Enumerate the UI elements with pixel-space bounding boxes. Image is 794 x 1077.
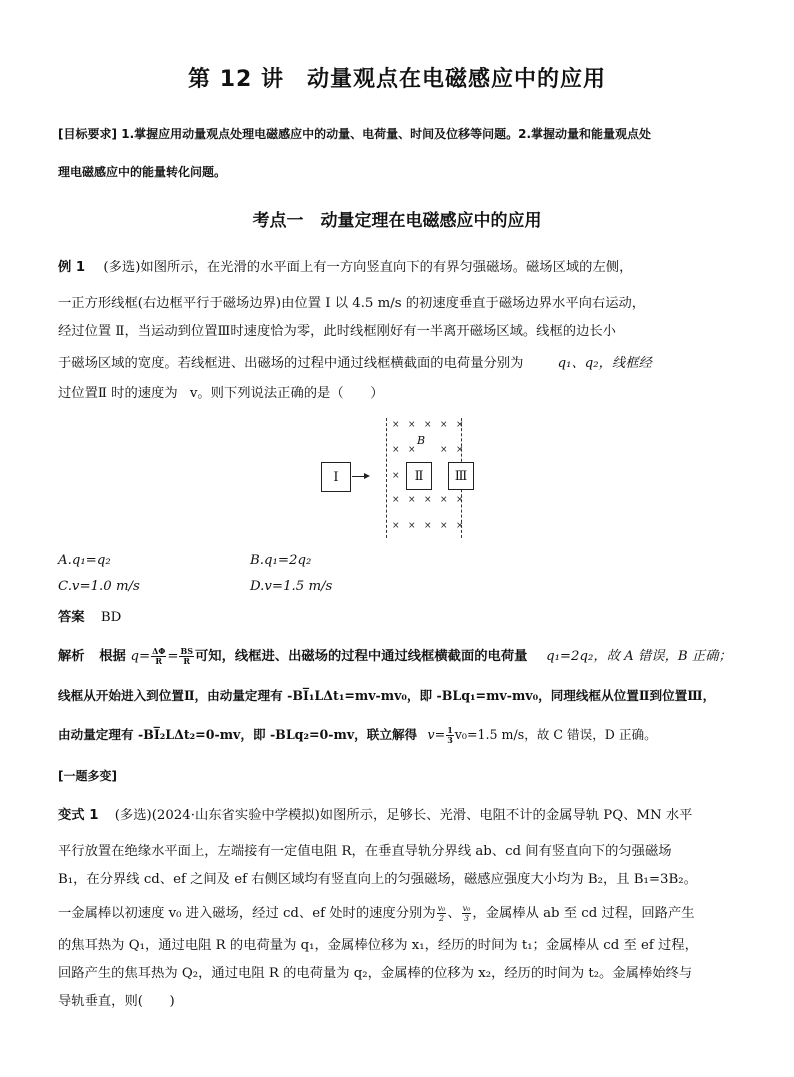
analysis-text: v=: [427, 727, 446, 742]
position-3-label: Ⅲ: [454, 468, 468, 484]
example-text: (多选)如图所示，在光滑的水平面上有一方向竖直向下的有界匀强磁场。磁场区域的左侧，: [103, 260, 633, 275]
analysis-text: 由动量定理有 -BI̅₂LΔt₂=0-mv，即 -BLq₂=0-mv，联立解得: [58, 727, 418, 742]
option-a: A.q₁=q₂: [58, 553, 111, 568]
option-d: D.v=1.5 m/s: [250, 579, 333, 594]
position-2-label: Ⅱ: [414, 468, 424, 484]
answer-label: 答案: [58, 610, 85, 625]
option-c: C.v=1.0 m/s: [58, 579, 140, 594]
example-1-line-3: 经过位置 Ⅱ，当运动到位置Ⅲ时速度恰为零，此时线框刚好有一半离开磁场区域。线框的边长小: [58, 324, 616, 339]
variant-1-line-4: 一金属棒以初速度 v₀ 进入磁场，经过 cd、ef 处时的速度分别为 $\frac{\text{v₀}}{2}$ 、 $\frac{\text{v₀}}{3}$ ，金属棒从 ab 至 cd 过程，回路产生: [58, 904, 695, 923]
analysis-line-1: 解析 根据 q= $\frac{\Delta\Phi}{R}$ = $\frac{BS}{R}$ 可知，线框进、出磁场的过程中通过线框横截面的电荷量 q₁=2q₂，故 A 错误，B 正确；: [58, 646, 732, 666]
analysis-text: q₁=2q₂，故 A 错误，B 正确；: [546, 649, 732, 664]
field-cross-mark: ×: [392, 495, 400, 505]
field-label: B: [417, 434, 426, 447]
field-cross-mark: ×: [408, 420, 416, 430]
fraction: [179, 647, 194, 666]
field-cross-mark: ×: [456, 445, 464, 455]
example-text: 过位置Ⅱ 时的速度为: [58, 386, 178, 401]
example-1-line-5: [58, 384, 384, 404]
magnetic-field-figure: [318, 418, 478, 540]
page-title: 第 12 讲 动量观点在电磁感应中的应用: [188, 67, 606, 92]
field-cross-mark: ×: [440, 521, 448, 531]
field-cross-mark: ×: [408, 445, 416, 455]
variant-1-line-7: 导轨垂直，则( ): [58, 994, 175, 1009]
fraction-denominator: R: [155, 656, 163, 666]
field-cross-mark: ×: [392, 420, 400, 430]
analysis-text: v₀=1.5 m/s，故 C 错误，D 正确。: [454, 727, 657, 742]
variant-1-line-5: 的焦耳热为 Q₁，通过电阻 R 的电荷量为 q₁，金属棒位移为 x₁，经历的时间为 t₁；金属棒从 cd 至 ef 过程，: [58, 938, 698, 953]
field-cross-mark: ×: [424, 521, 432, 531]
position-3-box: [448, 462, 474, 490]
goal-paragraph: [58, 124, 651, 145]
field-cross-mark: ×: [424, 420, 432, 430]
fraction: [446, 726, 454, 745]
goal-line-2: 理电磁感应中的能量转化问题。: [58, 165, 227, 179]
option-b: B.q₁=2q₂: [250, 553, 312, 568]
position-2-box: [406, 462, 432, 490]
analysis-text: 根据: [99, 649, 126, 664]
field-cross-mark: ×: [392, 471, 400, 481]
analysis-line-3: [58, 725, 657, 745]
example-1-line-2: 一正方形线框(右边框平行于磁场边界)由位置 Ⅰ 以 4.5 m/s 的初速度垂直于磁场边界水平向右运动，: [58, 296, 646, 311]
fraction-denominator: 3: [447, 735, 453, 745]
example-1-line-1: [58, 258, 632, 278]
variant-text: (多选)(2024·山东省实验中学模拟)如图所示，足够长、光滑、电阻不计的金属导轨 PQ、MN 水平: [114, 808, 693, 823]
example-1-line-4: [58, 354, 652, 374]
variant-label: 变式 1: [58, 808, 99, 823]
goal-tag: [目标要求]: [58, 127, 117, 141]
answer-row: [58, 608, 121, 628]
variant-1-line-2: 平行放置在绝缘水平面上，左端接有一定值电阻 R，在垂直导轨分界线 ab、cd 间有竖直向下的匀强磁场: [58, 844, 672, 859]
variant-text: ，金属棒从 ab 至 cd 过程，回路产生: [472, 906, 695, 921]
example-text: v。则下列说法正确的是（ ）: [189, 386, 384, 401]
fraction-numerator: ΔΦ: [152, 646, 166, 656]
fraction-numerator: v₀: [437, 904, 446, 913]
field-cross-mark: ×: [424, 495, 432, 505]
fraction: [437, 904, 447, 923]
variant-1-line-3: B₁，在分界线 cd、ef 之间及 ef 右侧区域均有竖直向上的匀强磁场，磁感应强度大小均为 B₂，且 B₁=3B₂。: [58, 872, 697, 887]
field-cross-mark: ×: [408, 495, 416, 505]
analysis-text: q=: [130, 649, 151, 664]
variants-tag: [一题多变]: [58, 769, 117, 783]
arrow-head: [364, 473, 370, 479]
field-cross-mark: ×: [440, 420, 448, 430]
analysis-line-2: 线框从开始进入到位置Ⅱ，由动量定理有 -BI̅₁LΔt₁=mv-mv₀，即 -BLq₁=mv-mv₀，同理线框从位置Ⅱ到位置Ⅲ，: [58, 688, 716, 703]
variant-text: 一金属棒以初速度 v₀ 进入磁场，经过 cd、ef 处时的速度分别为: [58, 906, 436, 921]
position-1-label: Ⅰ: [333, 469, 339, 485]
fraction-numerator: BS: [180, 646, 194, 656]
answer-value: BD: [100, 610, 122, 625]
example-label: 例 1: [58, 260, 86, 275]
variant-1-line-1: [58, 806, 692, 826]
fraction-denominator: R: [183, 656, 191, 666]
fraction-denominator: 3: [463, 914, 470, 923]
field-cross-mark: ×: [392, 445, 400, 455]
analysis-text: 可知，线框进、出磁场的过程中通过线框横截面的电荷量: [195, 649, 528, 664]
position-1-box: [321, 462, 351, 492]
field-cross-mark: ×: [456, 420, 464, 430]
fraction: [462, 904, 472, 923]
field-cross-mark: ×: [440, 445, 448, 455]
section-heading: 考点一 动量定理在电磁感应中的应用: [252, 211, 542, 231]
field-cross-mark: ×: [456, 495, 464, 505]
analysis-label: 解析: [58, 649, 85, 664]
field-cross-mark: ×: [440, 495, 448, 505]
fraction-numerator: 1: [447, 725, 453, 735]
field-cross-mark: ×: [408, 521, 416, 531]
field-cross-mark: ×: [456, 521, 464, 531]
fraction: [151, 647, 166, 666]
fraction-numerator: v₀: [462, 904, 471, 913]
variant-1-line-6: 回路产生的焦耳热为 Q₂，通过电阻 R 的电荷量为 q₂，金属棒的位移为 x₂，经历的时间为 t₂。金属棒始终与: [58, 966, 693, 981]
fraction-denominator: 2: [438, 914, 445, 923]
example-text: 于磁场区域的宽度。若线框进、出磁场的过程中通过线框横截面的电荷量分别为: [58, 356, 524, 371]
field-cross-mark: ×: [392, 521, 400, 531]
goal-line-1: 1.掌握应用动量观点处理电磁感应中的动量、电荷量、时间及位移等问题。2.掌握动量和能量观点处: [121, 127, 652, 141]
example-text: q₁、q₂，线框经: [557, 356, 652, 371]
